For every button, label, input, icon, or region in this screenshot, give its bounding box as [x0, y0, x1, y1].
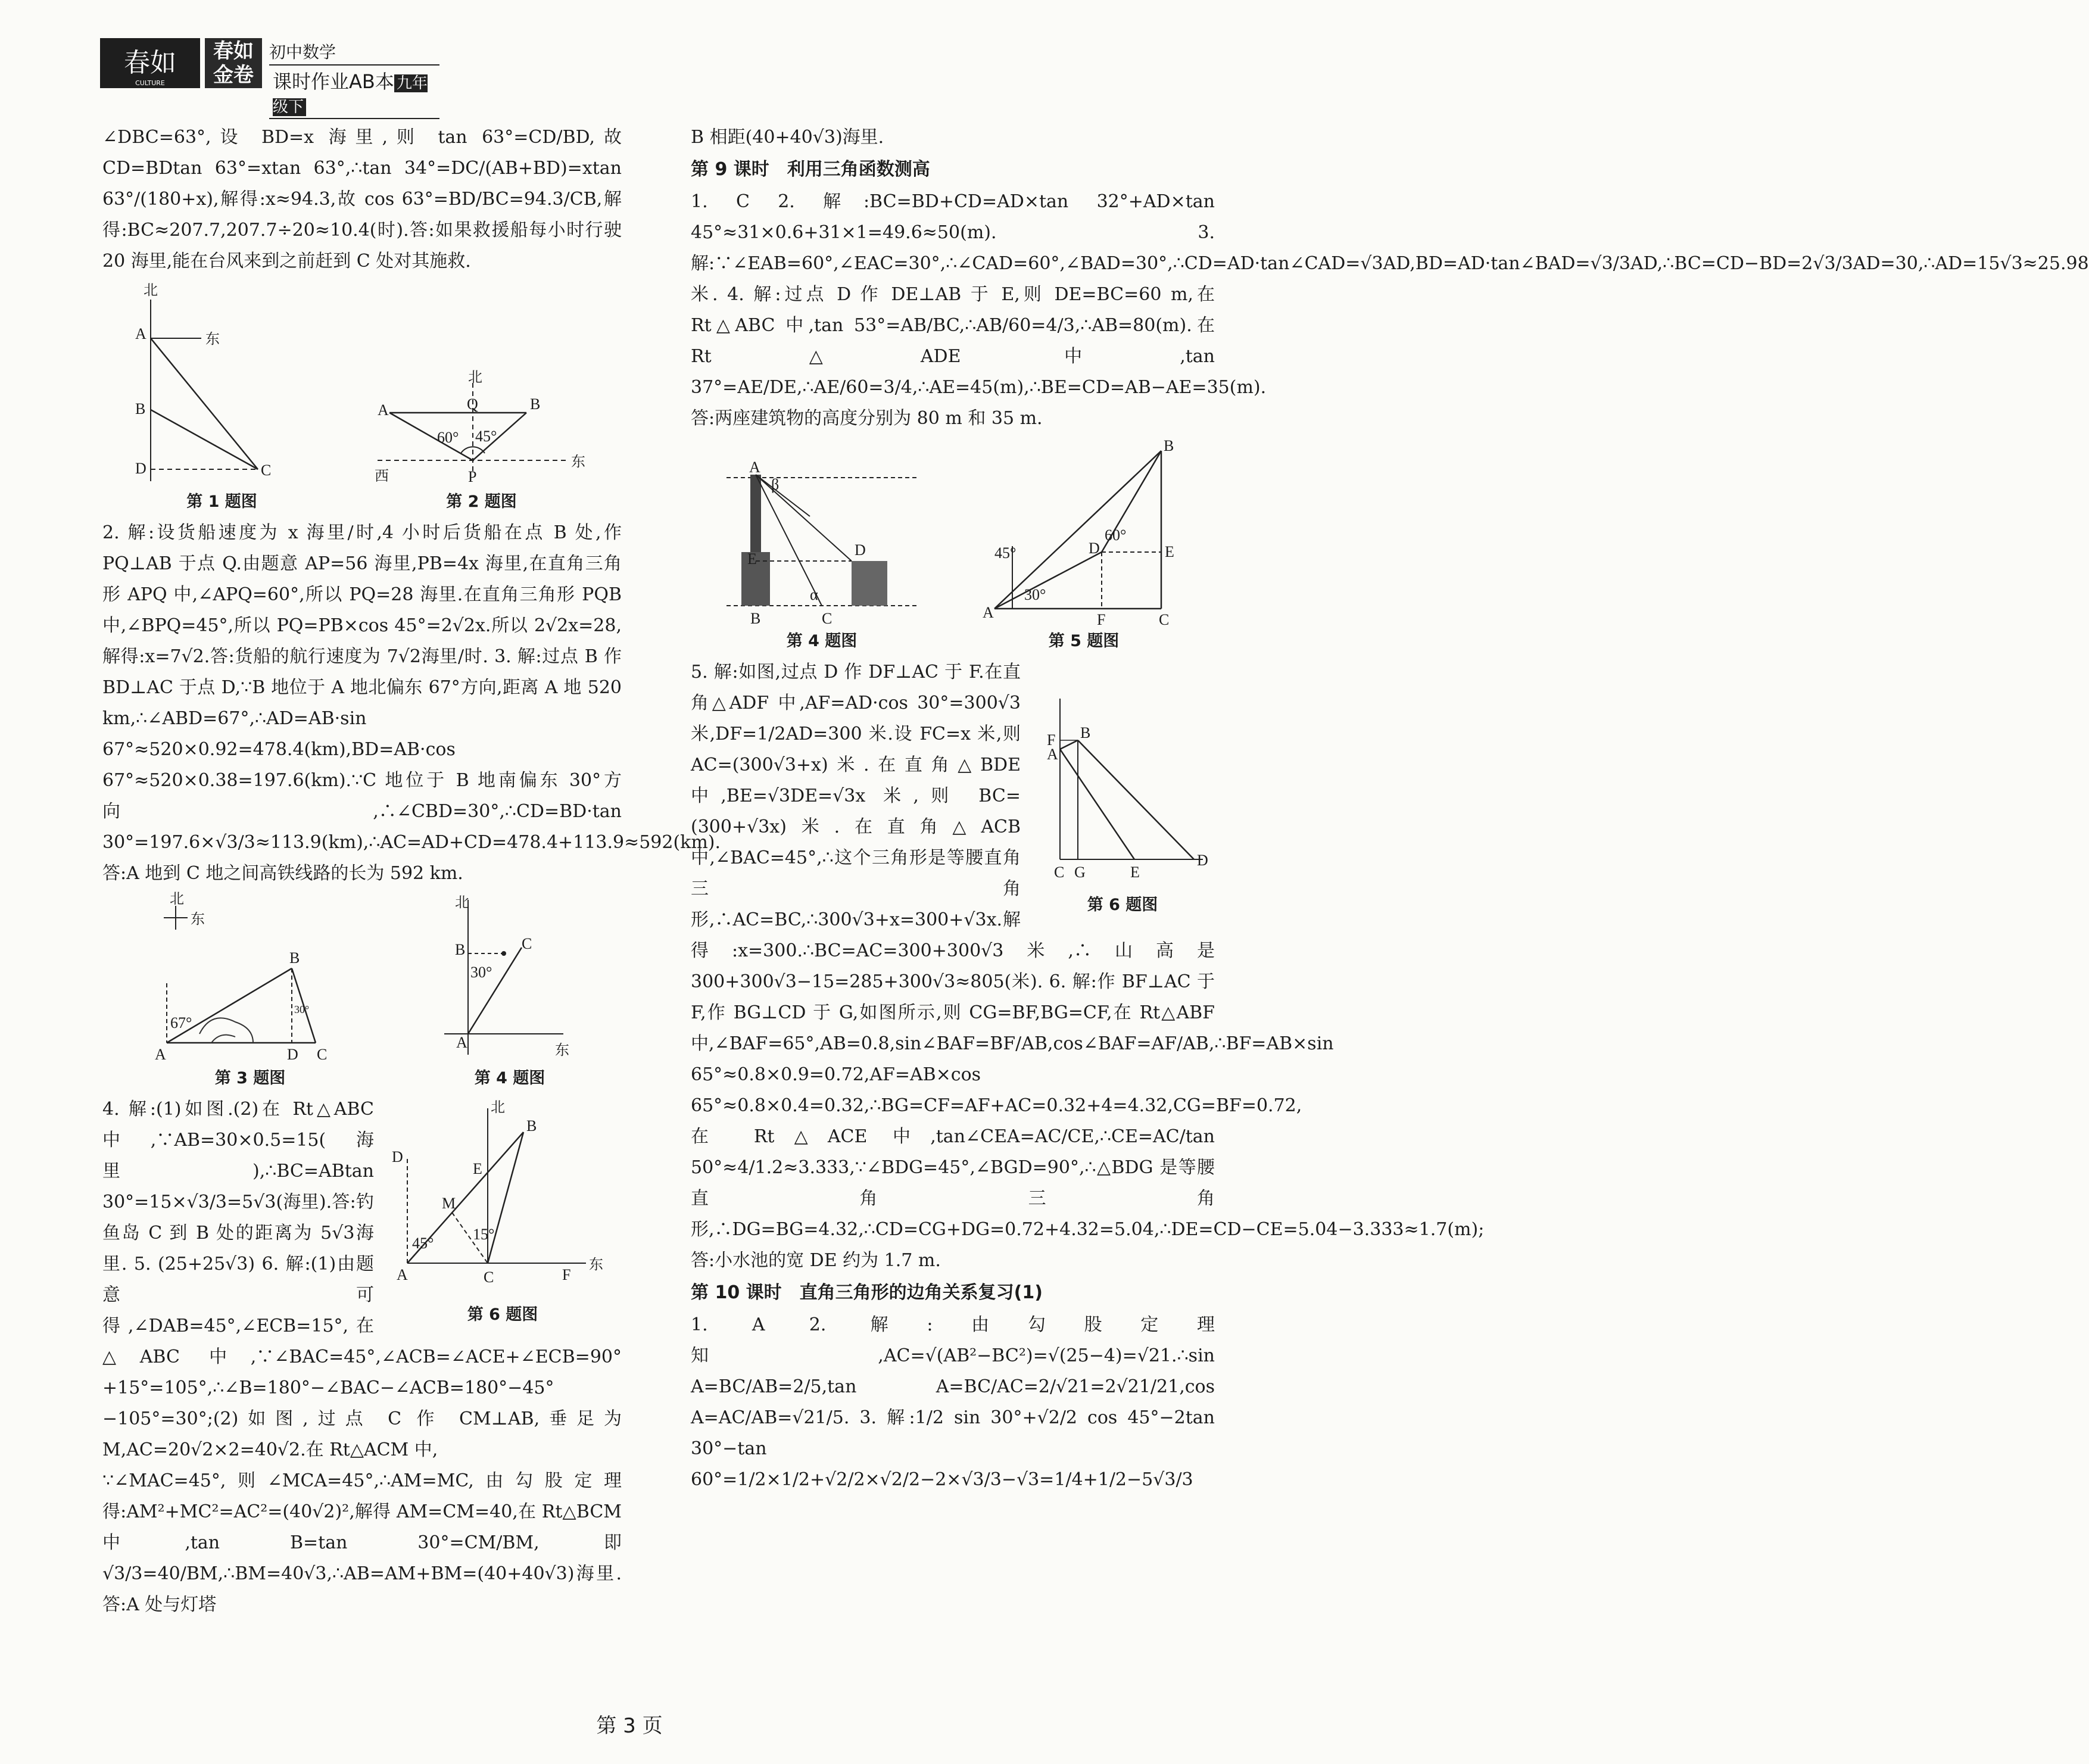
point-b-label: B: [526, 1117, 537, 1135]
figure-4-diagram: [438, 894, 581, 1067]
angle-45-label: 45°: [412, 1235, 434, 1252]
book-name: 课时作业AB本: [273, 70, 394, 93]
right-column: [691, 122, 2089, 1495]
north-label: 北: [143, 282, 158, 298]
point-b-label: B: [529, 395, 540, 413]
point-e-label: E: [1165, 543, 1174, 560]
figure-4: [438, 894, 581, 1090]
point-a-label: A: [135, 325, 146, 342]
answer-text: 5. 解:如图,过点 D 作 DF⊥AC 于 F.在直角△ADF 中,AF=AD·cos 30°=300√3米,DF=1/2AD=300 米.设 FC=x 米,则 AC=(300√3+x)米.在直角△BDE 中,BE=√3DE=√3x 米,则 BC=(300+√3x)米.在直角△ACB 中,∠BAC=45°,∴这个三角形是等腰直角三角形,∴AC=BC,∴300√3+x=300+√3x.解得:x=300.∴BC=AC=300+300√3米,∴山高是 300+300√3−15=285+300√3≈805(米). 6. 解:作 BF⊥AC 于 F,作 BG⊥CD 于 G,如图所示,则 CG=BF,BG=CF,在 Rt△ABF 中,∠BAF=65°,AB=0.8,sin∠BAF=BF/AB,cos∠BAF=AF/AB,∴BF=AB×sin 65°≈0.8×0.9=0.72,AF=AB×cos 65°≈0.8×0.4=0.32,∴BG=CF=AF+AC=0.32+4=4.32,CG=BF=0.72,在 Rt△ACE 中,tan∠CEA=AC/CE,∴CE=AC/tan 50°≈4/1.2≈3.333,∵∠BDG=45°,∠BGD=90°,∴△BDG 是等腰直角三角形,∴DG=BG=4.32,∴CD=CG+DG=0.72+4.32=5.04,∴DE=CD−CE=5.04−3.333≈1.7(m);答:小水池的宽 DE 约为 1.7 m.: [691, 662, 1485, 1271]
figure-5-right: [977, 439, 1191, 653]
point-d-label: D: [287, 1046, 298, 1063]
figure-1-diagram: [133, 282, 311, 490]
point-b-label: B: [455, 941, 466, 958]
point-f-label: F: [1097, 611, 1106, 628]
figure-2-diagram: [372, 371, 592, 490]
logo-text: 春如: [124, 48, 176, 78]
point-c-label: C: [260, 462, 271, 479]
left-column: [102, 122, 721, 1620]
east-label: 东: [589, 1256, 603, 1273]
point-d-label: D: [392, 1148, 403, 1165]
subject-label: 初中数学: [269, 42, 336, 62]
figure-1-caption: 第 1 题图: [186, 493, 257, 511]
angle-30-label: 30°: [470, 964, 492, 981]
point-d-label: D: [1089, 540, 1100, 557]
figure-4-right-diagram: [715, 457, 929, 629]
point-c-label: C: [822, 610, 833, 627]
north-label: 北: [170, 890, 184, 907]
angle-30-label: 30°: [1024, 586, 1046, 603]
brand-mark: 春如 金卷: [205, 38, 262, 88]
point-a-label: A: [1047, 746, 1058, 763]
north-label: 北: [455, 894, 469, 911]
point-a-label: A: [397, 1266, 408, 1283]
figure-6-left: [383, 1096, 622, 1327]
figure-1: [133, 282, 311, 514]
angle-60-label: 60°: [1105, 526, 1127, 544]
figure-5-right-diagram: [977, 439, 1191, 629]
angle-alpha-label: α: [810, 586, 818, 603]
answer-text: 2. 解:设货船速度为 x 海里/时,4 小时后货船在点 B 处,作 PQ⊥AB 于点 Q.由题意 AP=56 海里,PB=4x 海里,在直角三角形 APQ 中,∠APQ=60°,所以 PQ=28 海里.在直角三角形 PQB 中,∠BPQ=45°,所以 PQ=PB×cos 45°=2√2x.所以 2√2x=28,解得:x=7√2.答:货船的航行速度为 7√2海里/时. 3. 解:过点 B 作 BD⊥AC 于点 D,∵B 地位于 A 地北偏东 67°方向,距离 A 地 520 km,∴∠ABD=67°,∴AD=AB·sin 67°≈520×0.92=478.4(km),BD=AB·cos 67°≈520×0.38=197.6(km).∵C 地位于 B 地南偏东 30°方向,∴∠CBD=30°,∴CD=BD·tan 30°=197.6×√3/3≈113.9(km),∴AC=AD+CD=478.4+113.9≈592(km).答:A 地到 C 地之间高铁线路的长为 592 km.: [102, 522, 721, 884]
east-label: 东: [570, 453, 585, 470]
book-title: [269, 64, 439, 119]
point-c-label: C: [522, 935, 532, 952]
west-label: 西: [374, 468, 389, 484]
section-heading-lesson-9: 第 9 课时 利用三角函数测高: [691, 159, 930, 180]
grade-badge: 九年级下: [273, 74, 428, 116]
point-a-label: A: [155, 1046, 166, 1063]
angle-67-label: 67°: [170, 1014, 192, 1031]
point-e-label: E: [1130, 864, 1140, 881]
point-e-label: E: [747, 550, 757, 568]
figure-6-left-diagram: [383, 1096, 622, 1293]
answer-text: 1. C 2. 解:BC=BD+CD=AD×tan 32°+AD×tan 45°≈31×0.6+31×1=49.6≈50(m). 3. 解:∵∠EAB=60°,∠EAC=30°,∴∠CAD=60°,∠BAD=30°,∴CD=AD·tan∠CAD=√3AD,BD=AD·tan∠BAD=√3/3AD,∴BC=CD−BD=2√3/3AD=30,∴AD=15√3≈25.98 米. 4. 解:过点 D 作 DE⊥AB 于 E,则 DE=BC=60 m,在 Rt△ABC 中,tan 53°=AB/BC,∴AB/60=4/3,∴AB=80(m).在 Rt△ADE 中,tan 37°=AE/DE,∴AE/60=3/4,∴AE=45(m),∴BE=CD=AB−AE=35(m).答:两座建筑物的高度分别为 80 m 和 35 m.: [691, 191, 2089, 429]
point-g-label: G: [1074, 864, 1086, 881]
figure-row: [102, 890, 622, 1090]
east-label: 东: [205, 331, 220, 347]
point-c-label: C: [484, 1269, 494, 1286]
point-b-label: B: [750, 610, 761, 627]
section-heading-lesson-10: 第 10 课时 直角三角形的边角关系复习(1): [691, 1282, 1043, 1303]
east-label: 东: [555, 1042, 569, 1058]
point-c-label: C: [1054, 864, 1065, 881]
angle-beta-label: β: [771, 476, 780, 493]
answer-text: 4. 解:(1)如图.(2)在 Rt△ABC 中,∵AB=30×0.5=15(海里),∴BC=ABtan 30°=15×√3/3=5√3(海里).答:钓鱼岛 C 到 B 处的距离为 5√3海里. 5. (25+25√3) 6. 解:(1)由题意可得,∠DAB=45°,∠ECB=15°,在△ABC 中,∵∠BAC=45°,∠ACB=∠ACE+∠ECB=90°+15°=105°,∴∠B=180°−∠BAC−∠ACB=180°−45°−105°=30°;(2)如图,过点 C 作 CM⊥AB,垂足为 M,AC=20√2×2=40√2.在 Rt△ACM 中,: [102, 1099, 622, 1460]
point-f-label: F: [1047, 731, 1056, 749]
answer-text: 1. A 2. 解:由勾股定理知,AC=√(AB²−BC²)=√(25−4)=√21.∴sin A=BC/AB=2/5,tan A=BC/AC=2/√21=2√21/21,cos A=AC/AB=√21/5. 3. 解:1/2 sin 30°+√2/2 cos 45°−2tan 30°−tan 60°=1/2×1/2+√2/2×√2/2−2×√3/3−√3=1/4+1/2−5√3/3: [691, 1314, 1215, 1490]
north-label: 北: [491, 1099, 505, 1115]
point-b-label: B: [289, 949, 300, 967]
figure-3: [143, 890, 357, 1090]
point-q-label: Q: [466, 395, 478, 413]
point-b-label: B: [1164, 437, 1174, 454]
point-d-label: D: [135, 460, 146, 477]
page-number: 第 3 页: [596, 1714, 663, 1738]
point-b-label: B: [135, 400, 145, 417]
angle-60-label: 60°: [436, 429, 459, 446]
north-label: 北: [467, 369, 482, 385]
point-a-label: A: [749, 459, 760, 476]
point-f-label: F: [562, 1266, 571, 1283]
east-label: 东: [191, 911, 205, 927]
point-d-label: D: [1197, 852, 1208, 869]
figure-6-right-caption: 第 6 题图: [1087, 896, 1158, 914]
point-m-label: M: [442, 1195, 456, 1212]
figure-4-caption: 第 4 题图: [474, 1069, 545, 1087]
figure-4-right-caption: 第 4 题图: [786, 632, 858, 650]
point-a-label: A: [377, 401, 389, 419]
angle-45-label: 45°: [994, 544, 1017, 562]
figure-6-right-diagram: [1030, 693, 1215, 883]
angle-30-label: 30°: [294, 1003, 310, 1015]
figure-6-right: [1030, 693, 1215, 917]
answer-text: ∵∠MAC=45°,则∠MCA=45°,∴AM=MC,由勾股定理得:AM²+MC²=AC²=(40√2)²,解得 AM=CM=40,在 Rt△BCM 中,tan B=tan 30°=CM/BM,即 √3/3=40/BM,∴BM=40√3,∴AB=AM+BM=(40+40√3)海里.答:A 处与灯塔: [102, 1470, 622, 1615]
angle-15-label: 15°: [473, 1226, 495, 1243]
answer-text: ∠DBC=63°,设 BD=x 海里,则 tan 63°=CD/BD,故 CD=BDtan 63°=xtan 63°,∴tan 34°=DC/(AB+BD)=xtan 63°/(180+x),解得:x≈94.3,故 cos 63°=BD/BC=94.3/CB,解得:BC≈207.7,207.7÷20≈10.4(时).答:如果救援船每小时行驶 20 海里,能在台风来到之前赶到 C 处对其施救.: [102, 127, 622, 272]
point-e-label: E: [473, 1160, 482, 1177]
figure-row: [102, 282, 622, 514]
figure-6-caption: 第 6 题图: [467, 1305, 538, 1324]
point-p-label: P: [467, 468, 476, 485]
figure-3-caption: 第 3 题图: [214, 1069, 286, 1087]
point-c-label: C: [317, 1046, 328, 1063]
logo-subtext: CULTURE: [135, 79, 165, 87]
point-a-label: A: [983, 604, 994, 621]
point-a-label: A: [456, 1034, 467, 1051]
point-c-label: C: [1159, 611, 1170, 628]
point-d-label: D: [855, 541, 866, 559]
figure-2-caption: 第 2 题图: [446, 493, 517, 511]
figure-5-right-caption: 第 5 题图: [1048, 632, 1120, 650]
answer-text: B 相距(40+40√3)海里.: [691, 127, 884, 148]
book-header: [100, 36, 439, 116]
figure-2: [372, 371, 592, 514]
figure-4-right: [715, 457, 929, 653]
point-b-label: B: [1080, 724, 1091, 741]
figure-3-diagram: [143, 890, 357, 1067]
brand-logo: [100, 38, 200, 88]
angle-45-label: 45°: [475, 428, 497, 445]
figure-row: [691, 439, 1215, 653]
